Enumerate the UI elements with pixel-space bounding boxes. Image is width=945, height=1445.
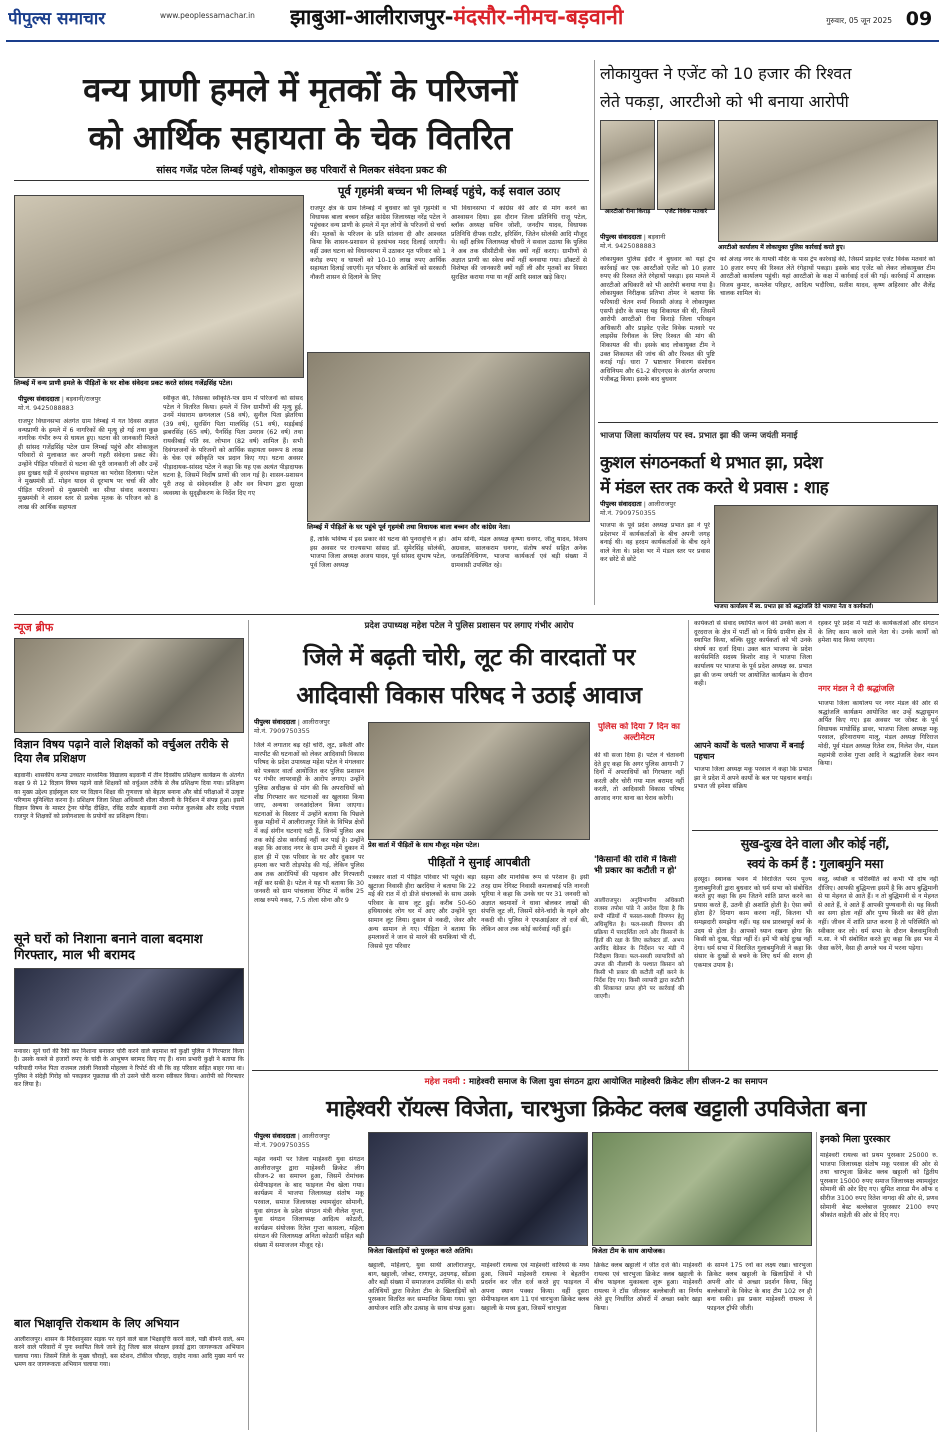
cricket-body-col5: के सामने 175 रनों का लक्ष्य रखा। चारभुजा क्रिकेट क्लब खट्टाली के खिलाड़ियों ने भी अपनी ओर से अच्छा प्रदर्शन किया, किंतु बल्लेबाजों के विकेट के बाद टीम 102 रन ही बना सकी। इस प्रकार माहेश्वरी रायल्स ने फाइनल ट्रॉफी जीती।	[707, 1262, 812, 1312]
lokayukt-headline-line1: लोकायुक्त ने एजेंट को 10 हजार की रिश्वत	[600, 64, 852, 83]
agent-label: एजेंट विवेक मतवारे	[664, 208, 708, 215]
sub-story-bottom-col2: ओम सोनी, मंडल अध्यक्ष कृष्णा धनगर, जीतू यादव, विजय अग्रवाल, सालकराम धनगर, संतोष बर्फा सहित अनेक जनप्रतिनिधिगण, भाजपा कार्यकर्ता एवं बड़ी संख्या में ग्रामवासी उपस्थित रहे।	[451, 536, 587, 569]
issue-date: गुरुवार, 05 जून 2025	[826, 16, 892, 25]
crime-headline-line1: जिले में बढ़ती चोरी, लूट की वारदातों पर	[303, 643, 635, 671]
bjp-byline-place: आलीराजपुर	[647, 500, 676, 508]
prize-headline: इनको मिला पुरस्कार	[820, 1134, 890, 1145]
gulab-headline-line1: सुख-दुःख देने वाला और कोई नहीं,	[740, 836, 890, 851]
crime-byline-place: आलीराजपुर	[301, 718, 330, 726]
prize-body: माहेश्वरी रायल्स को प्रथम पुरस्कार 25000 रु. भाजपा जिलाध्यक्ष संतोष मकू परवाल की ओर से तथा चारभुजा क्रिकेट क्लब खट्टाली को द्वितीय पुरस्कार 15000 रुपए समाज जिलाध्यक्ष श्यामसुंदर सोमानी की ओर दिए गए। सुमित शारडा मैन ऑफ द सीरीज 3100 रुपए रितेश नागदा की ओर से, प्रणव सोमानी बेस्ट बल्लेबाज पुरस्कार 2100 रुपए श्रीकांत वाहेती की ओर से दिए गए।	[820, 1152, 938, 1220]
region-title-part1: झाबुआ-आलीराजपुर-	[290, 5, 454, 29]
cricket-byline-place: आलीराजपुर	[301, 1132, 330, 1140]
cricket-rule	[252, 1070, 938, 1071]
lead-headline-line1: वन्य प्राणी हमले में मृतकों के परिजनों	[83, 70, 517, 108]
bjp-headline-line2: में मंडल स्तर तक करते थे प्रवास : शाह	[600, 478, 829, 498]
cricket-photo2	[592, 1132, 812, 1246]
lokayukt-byline-place: बड़वानी	[647, 233, 666, 241]
crime-body-col1: जिले में लगातार बढ़ रही चोरी, लूट, डकैती और मारपीट की घटनाओं को लेकर आदिवासी विकास परिषद के प्रदेश उपाध्यक्ष महेश पटेल ने मंगलवार को पत्रकार वार्ता आयोजित कर पुलिस प्रशासन पर गंभीर लापरवाही के आरोप लगाए। उन्होंने पुलिस अधीक्षक से मांग की कि अपराधियों को शीघ्र गिरफ्तार कर घटनाओं का खुलासा किया जाए, अन्यथा जनआंदोलन किया जाएगा। घटनाओं के विस्तार में उन्होंने बताया कि पिछले कुछ महीनों में आलीराजपुर जिले के विभिन्न क्षेत्रों में कई संगीन घटनाएं घटी हैं, जिनमें पुलिस अब तक कोई ठोस कार्रवाई नहीं कर पाई है। उन्होंने कहा कि आजाद नगर के ग्राम उमरी में दुकान में हाल ही में एक परिवार के घर और दुकान पर हमला कर भारी तोड़फोड़ की गई, लेकिन पुलिस अब तक आरोपियों की पहचान और गिरफ्तारी नहीं कर सकी है। पटेल ने यह भी बताया कि 30 जनवरी को ग्राम पांचलावा रेगिस्ट में करीब 25 लाख रुपये नकद, 7.5 तोला सोना और 9	[254, 742, 364, 904]
sub-story-photo	[307, 352, 590, 522]
lokayukt-headline-line2: लेते पकड़ा, आरटीओ को भी बनाया आरोपी	[600, 92, 849, 111]
crime-byline: पीपुल्स संवाददाता | आलीराजपुर मो.नं. 7909750355	[254, 718, 330, 735]
news-brief-item3-headline: बाल भिक्षावृत्ति रोकथाम के लिए अभियान	[14, 1317, 180, 1330]
cricket-kicker	[254, 1076, 938, 1090]
lead-body-col2: स्वीकृत की, जिसका स्वीकृति-पत्र ग्राम में परिजनों को सांसद पटेल ने वितरित किया। हमले में जिन ग्रामीणों की मृत्यु हुई, उनमें मंसाराम छगनलाल (58 वर्ष), सुनील पिता झेतरिया (39 वर्ष), सुरसिंग पिता मालसिंह (51 वर्ष), सड़ईबाई झबरसिंह (65 वर्ष), पैनसिंह पिता उमराव (62 वर्ष) तथा रायकीबाई पति स्व. लोभान (82 वर्ष) शामिल हैं। सभी दिवंगतजनों के परिजनों को आर्थिक सहायता स्वरूप 8 लाख के चेक एवं स्वीकृति पत्र प्रदान किए गए। घटना अवसर पीड़ादायक-सांसद पटेल ने कहा कि यह एक अत्यंत पीड़ादायक घटना है, जिसमें निर्दोष प्राणों की जान गई है। शासन-प्रशासन पूरी तरह से संवेदनशील है और वन विभाग द्वारा सुरक्षा व्यवस्था के सुदृढ़ीकरण के निर्देश दिए गए	[163, 395, 303, 497]
news-brief-item1-headline: विज्ञान विषय पढ़ाने वाले शिक्षकों को वर्चुअल तरीके से दिया लैब प्रशिक्षण	[14, 738, 229, 765]
bjp-cont-col2: रहकर पूरे प्रदेश में पार्टी के कार्यकर्ताओं और संगठन के लिए काम करने वाले नेता थे। उनके कार्यों को हमेशा याद किया जाएगा।	[818, 620, 938, 645]
lead-rule	[14, 180, 589, 181]
agent-photo	[657, 120, 715, 210]
region-title-part2: मंदसौर-नीमच-बड़वानी	[453, 5, 624, 29]
cricket-kicker-tag: महेश नवमी :	[424, 1077, 467, 1087]
column-divider-prize	[816, 1132, 817, 1432]
sub-story-bottom-col1: हैं, ताकि भविष्य में इस प्रकार की घटना की पुनरावृत्ति न हो। इस अवसर पर राज्यसभा सांसद डॉ. सुमेरसिंह सोलंकी, भाजपा जिला अध्यक्ष अजय यादव, पूर्व सांसद सुभाष पटेल, पूर्व जिला अध्यक्ष	[310, 536, 446, 569]
cricket-headline: माहेश्वरी रॉयल्स विजेता, चारभुजा क्रिकेट क्लब खट्टाली उपविजेता बना	[326, 1097, 866, 1122]
cricket-byline-name: पीपुल्स संवाददाता	[254, 1132, 296, 1140]
sub-story-photo-caption: लिम्बई में पीड़ितों के घर पहुंचे पूर्व गृहमंत्री तथा विधायक बाला बच्चन और कांग्रेस नेता।	[307, 523, 590, 533]
kisan-headline: 'किसानों की राशि में किसी भी प्रकार का कटौती न हो'	[594, 855, 677, 876]
bjp-byline-name: पीपुल्स संवाददाता	[600, 500, 642, 508]
bjp-body: भाजपा के पूर्व प्रदेश अध्यक्ष प्रभात झा ने पूरे प्रदेशभर में कार्यकर्ताओं के बीच अपनी जगह बनाई थी। वह हरदम कार्यकर्ताओं के बीच रहने वाले नेता थे। प्रदेश भर में मंडल स्तर पर प्रवास कर छोटे से छोटे	[600, 522, 710, 564]
bjp-photo-caption: भाजपा कार्यालय में स्व. प्रभात झा को श्रद्धांजलि देते भाजपा नेता व कार्यकर्ता।	[714, 603, 938, 613]
rto-officer-label: आरटीओ रीना किराड़	[604, 208, 651, 215]
crime-headline-line2: आदिवासी विकास परिषद ने उठाई आवाज	[296, 681, 642, 709]
cricket-body-col4: क्रिकेट क्लब खट्टाली ने जीत दर्ज की। माहेश्वरी रायल्स एवं चारभुजा क्रिकेट क्लब खट्टाली के बीच फाइनल मुकाबला शुरू हुआ। माहेश्वरी रायल्स ने टॉस जीतकर बल्लेबाजी का निर्णय लेते हुए निर्धारित ओवरों में अच्छा स्कोर खड़ा किया।	[594, 1262, 702, 1312]
lokayukt-bjp-rule	[598, 422, 938, 423]
bjp-cont-col1: कार्यकर्ता से संवाद स्थापित करने की उनकी कला ने दूरदराज के क्षेत्र में पार्टी को न सिर्फ ग्रामीण क्षेत्र में स्थापित किया, बल्कि सुदूर कार्यकर्ता को भी उनके संघर्ष का दर्जा दिया। उक्त बात भाजपा के प्रदेश कार्यसमिति सदस्य किशोर शाह ने भाजपा जिला कार्यालय पर भाजपा के पूर्व प्रदेश अध्यक्ष स्व. प्रभात झा की जन्म जयंती पर आयोजित कार्यक्रम के दौरान कही।	[694, 620, 812, 688]
cricket-byline: पीपुल्स संवाददाता | आलीराजपुर मो.नं. 7909750355	[254, 1132, 330, 1149]
gulab-body-col1: हरसूद। स्थानक भवन में विराजित परम पूज्य गुलाबमुनिजी द्वारा बुधवार को धर्म सभा को संबोधित करते हुए कहा कि हम जितने शांति प्राप्त करने का प्रयास करते हैं, उतनी ही अशांति होती है। ऐसा क्यों होता है? दिमाग काम करना नहीं, कितना भी समझदारी समझेगा नहीं। यह सब प्रारब्धपूर्व कर्म के उदय से होता है। आपको ध्यान रखना होगा कि किसी को दुःख, पीड़ा नहीं दें। हमें भी कोई दुःख नहीं देगा। धर्म सभा में विराजित गुलाबमुनिजी ने कहा कि संसार के दुःखों से बचने के लिए धर्म की शरण ही एकमात्र उपाय है।	[694, 876, 812, 969]
crime-photo-caption: प्रेस वार्ता में पीड़ितों के साथ मौजूद महेश पटेल।	[368, 841, 590, 851]
cricket-photo1	[368, 1132, 588, 1246]
website-text[interactable]: www.peoplessamachar.in	[160, 11, 255, 20]
gulab-rule	[692, 830, 938, 831]
bjp-subhead: आपने कार्यों के चलते भाजपा में बनाई पहचान	[694, 741, 805, 761]
pidit-body-col1: पत्रकार वार्ता में पीड़ित परिवार भी पहुंचे। बड़ा खुटाजा निवासी हीरा खरदिया ने बताया कि 22 मई की रात में दो डीजे संचालकों के साथ उसके परिवार के साथ लूट हुई। करीब 50-60 हथियारबंद लोग घर में आए और उन्होंने पूरा सामान लूट लिया। दुकान से नकदी, जेवर और अन्य सामान ले गए। पीड़िता ने बताया कि हमलावरों ने जान से मारने की धमकियां भी दी, जिससे पूरा परिवार	[368, 874, 476, 950]
pidit-headline: पीड़ितों ने सुनाई आपबीती	[427, 856, 531, 869]
lead-body-col1: राजपुर विधानसभा अंतर्गत ग्राम लिम्बई में गत दिवस अज्ञात वन्यप्राणी के हमले में 6 नागरिकों की मृत्यु हो गई तथा कुछ नागरिक गंभीर रूप से घायल हुए। घटना की जानकारी मिलते ही सांसद गजेंद्रसिंह पटेल ग्राम लिम्बई पहुंचे और शोकाकुल परिवारों से मुलाकात कर अपनी गहरी संवेदना प्रकट की। उन्होंने पीड़ित परिवारों से घटना की पूरी जानकारी ली और उन्हें इस दुःखद घड़ी में हरसंभव सहायता का भरोसा दिलाया। पटेल ने मुख्यमंत्री डॉ. मोहन यादव से दूरभाष पर चर्चा की और पीड़ित परिजनों से मुख्यमंत्री का सीधा संवाद करवाया। मुख्यमंत्री ने शासन स्तर से प्रत्येक मृतक के परिजन को 8 लाख की आर्थिक सहायता	[18, 418, 158, 511]
cricket-kicker-rest: माहेश्वरी समाज के जिला युवा संगठन द्वारा आयोजित माहेश्वरी क्रिकेट लीग सीजन-2 का समापन	[468, 1077, 768, 1087]
region-title	[290, 3, 710, 37]
top-bottom-rule	[14, 614, 939, 615]
gulab-headline-line2: स्वयं के कर्म हैं : गुलाबमुनि मसा	[747, 856, 883, 871]
news-brief-photo2	[14, 968, 244, 1044]
cricket-body-col3: माहेश्वरी रायल्स एवं माहेश्वरी वारियर्स के मध्य हुआ, जिसमें माहेश्वरी रायल्स ने बेहतरीन प्रदर्शन कर जीत दर्ज करते हुए फाइनल में अपना स्थान पक्का किया। वहीं दूसरा सेमीफाइनल बाग 11 एवं चारभुजा क्रिकेट क्लब खट्टाली के मध्य हुआ, जिसमें चारभुजा	[481, 1262, 589, 1312]
police-box-title: पुलिस को दिया 7 दिन का अल्टीमेटम	[598, 722, 680, 743]
crime-byline-name: पीपुल्स संवाददाता	[254, 718, 296, 726]
news-brief-item2-headline: सूने घरों को निशाना बनाने वाला बदमाश गिरफ्तार, माल भी बरामद	[14, 932, 203, 963]
page-number: 09	[905, 8, 933, 30]
masthead	[0, 0, 945, 44]
column-divider-left	[594, 60, 595, 605]
bjp-kicker: भाजपा जिला कार्यालय पर स्व. प्रभात झा की जन्म जयंती मनाई	[600, 431, 798, 441]
lokayukt-body-col2: को अंजड़ नगर के गायत्री मंदिर के पास ट्रेप कार्रवाई की, जिसमें प्राइवेट एजेंट विवेक मतवारे को 10 हजार रुपए की रिश्वत लेते रंगेहाथों पकड़ा। इसके बाद एजेंट को लेकर लोकायुक्त टीम आरटीओ कार्यालय पहुंची। यहां आरटीओ के कक्ष में कार्रवाई दर्ज की गई। कार्रवाई में आरक्षक विजय कुमार, कमलेश परिहार, आदित्य भदौरिया, सतीश यादव, कृष्ण अहिरवार और शैलेंद्र चालक शामिल थे।	[720, 256, 935, 298]
column-divider-brief	[248, 620, 249, 1430]
lead-subheadline: सांसद गजेंद्र पटेल लिम्बई पहुंचे, शोकाकुल छह परिवारों से मिलकर संवेदना प्रकट की	[156, 165, 447, 176]
lokayukt-photo	[718, 120, 938, 242]
lead-byline-mobile: मो.नं. 9425088883	[18, 404, 74, 412]
news-brief-photo1	[14, 638, 244, 733]
crime-byline-mobile: मो.नं. 7909750355	[254, 727, 310, 735]
lokayukt-photo-caption: आरटीओ कार्यालय में लोकायुक्त पुलिस कार्रवाई करते हुए।	[718, 243, 938, 253]
cricket-photo2-caption: विजेता टीम के साथ आयोजक।	[592, 1247, 812, 1257]
gulab-body-col2: वस्तु, व्यक्ति व परिस्थिति को कभी भी दोष नहीं दीजिए। आपकी बुद्धिमत्ता इसमें है कि आप बुद्धिमानी से या मेहनत से आते हैं। न तो बुद्धिमानी से न मेहनत से आते हैं, वे आते हैं आपकी पुण्यवानी से। यह किसी का सगा होता नहीं और पुण्य किसी का बैरी होता नहीं। जीवन में शांति प्राप्त करना है तो परिस्थिति को स्वीकार कर लो। धर्म सभा के दौरान बैलवामुनिजी म.सा. ने भी संबोधित करते हुए कहा कि इस भव में जैसा करेंगे, वैसा ही अगले भव में भरना पड़ेगा।	[818, 876, 938, 952]
lead-byline: पीपुल्स संवाददाता | बड़वानी/राजपुर मो.नं. 9425088883	[18, 395, 101, 412]
lokayukt-byline-mobile: मो.नं. 9425088883	[600, 242, 656, 250]
crime-photo	[368, 722, 590, 840]
lead-photo-caption: लिम्बई में वन्य प्राणी हमले के पीड़ितों के घर शोक संवेदना प्रकट करते सांसद गजेंद्रसिंह पटेल।	[14, 379, 304, 389]
shradhanjali-body: भाजपा जिला कार्यालय पर नगर मंडल की ओर से श्रद्धांजलि कार्यक्रम आयोजित कर उन्हें श्रद्धासुमन अर्पित किए गए। इस अवसर पर जोबट के पूर्व विधायक माधोसिंह डावर, भाजपा जिला अध्यक्ष मकू परवाल, हरिनारायण मालू, मंडल अध्यक्ष गिरिराज मोदी, पूर्व मंडल अध्यक्ष रितेश राय, निलेश जैन, मंडल महामंत्री राजेश गुप्ता आदि ने श्रद्धांजलि देकर नमन किया।	[818, 700, 938, 768]
rto-officer-photo	[600, 120, 655, 210]
pidit-body-col2: सहमा और मानसिक रूप से परेशान है। इसी तरह ग्राम रेगिस्ट निवासी कमलाबाई पति नानजी भूरिया ने कहा कि उनके घर पर 31 जनवरी को अज्ञात बदमाशों ने धावा बोलकर लाखों की संपत्ति लूट ली, जिसमें सोने-चांदी के गहने और नकदी थी। पुलिस ने एफआईआर तो दर्ज की, लेकिन आज तक कोई कार्रवाई नहीं हुई।	[481, 874, 589, 933]
crime-kicker: प्रदेश उपाध्यक्ष महेश पटेल ने पुलिस प्रशासन पर लगाए गंभीर आरोप	[364, 621, 574, 631]
lead-byline-name: पीपुल्स संवाददाता	[18, 395, 60, 403]
bjp-sub-body: भाजपा जिला अध्यक्ष मकू परवाल ने कहा कि प्रभात झा ने प्रदेश में अपने कार्यों के बल पर पहचान बनाई। प्रभात जी हमेशा संक्रिय	[694, 766, 812, 791]
cricket-body-col1: महेश नवमी पर जिला माहेश्वरी युवा संगठन आलीराजपुर द्वारा माहेश्वरी क्रिकेट लीग सीजन-2 का समापन हुआ, जिसमें रोमांचक सेमीफाइनल के बाद फाइनल मैच खेला गया। कार्यक्रम में भाजपा जिलाध्यक्ष संतोष मकू परवाल, समाज जिलाध्यक्ष श्यामसुंदर सोमानी, युवा संगठन के प्रदेश संगठन मंत्री नीलेश गुप्ता, युवा संगठन जिलाध्यक्ष आदित्य कोठारी, कार्यक्रम संयोजक रितेश गुप्ता कासला, महिला संगठन की जिलाध्यक्ष अनिता कोठारी सहित बड़ी संख्या में समाजजन मौजूद रहे।	[254, 1156, 364, 1249]
news-brief-item3-body: आलीराजपुर। शासन के निर्देशानुसार सड़क पर रहने वाले बाल भिक्षावृत्ति करने वाले, पन्नी बीनने वाले, श्रम करने वाले परिवारों में पुनः स्थापित किये जाने हेतु जिला बाल संरक्षण इकाई द्वारा जागरूकता अभियान चलाया गया। जिसमें जिले के मुख्य चौराहों, बस स्टेशन, टॉकीज चौराहा, दाहोद नाका आदि मुख्य मार्ग पर भ्रमण कर जागरूकता अभियान चलाया गया।	[14, 1336, 244, 1368]
lokayukt-byline: पीपुल्स संवाददाता | बड़वानी मो.नं. 9425088883	[600, 233, 666, 250]
bjp-byline: पीपुल्स संवाददाता | आलीराजपुर मो.नं. 7909750355	[600, 500, 676, 517]
bjp-byline-mobile: मो.नं. 7909750355	[600, 509, 656, 517]
sub-story-body-col2: भी विधानसभा में कांग्रेस की ओर से मांग करने का आश्वासन दिया। इस दौरान जिला प्रतिनिधि राजू पटेल, ब्लॉक अध्यक्ष सचिन जोशी, जनदीप यादव, विधायक प्रतिनिधि दीपक राठौर, हरिसिंग, जितेन सोलंकी आदि मौजूद थे। वहीं क्षत्रिय जिलाध्यक्ष चौधरी ने सवाल उठाया कि पुलिस ने अब तक सीसीटीवी चेक क्यों नहीं कराए। ग्रामीणों से अज्ञात प्राणी का स्केच क्यों नहीं बनवाया गया। डॉक्टरों से विशेषज्ञ की जानकारी क्यों नहीं ली और मृतकों का विसरा सुरक्षित कराया गया या नहीं आदि सवाल खड़े किए।	[451, 205, 587, 281]
bjp-photo	[714, 505, 938, 603]
cricket-byline-mobile: मो.नं. 7909750355	[254, 1141, 310, 1149]
lead-headline-line2: को आर्थिक सहायता के चेक वितरित	[88, 118, 512, 156]
column-divider-right	[688, 620, 689, 1070]
sub-story-headline: पूर्व गृहमंत्री बच्चन भी लिम्बई पहुंचे, कई सवाल उठाए	[337, 184, 561, 198]
news-brief-item1-body: बड़वानी। शासकीय कन्या उच्चतर माध्यमिक विद्यालय बड़वानी में तीन दिवसीय प्रशिक्षण कार्यक्रम के अंतर्गत कक्षा 9 से 12 विज्ञान विषय पढ़ाने वाले शिक्षकों को वर्चुअल तरीके से लैब प्रशिक्षण दिया गया। प्रशिक्षण का मुख्य उद्देश्य हाईस्कूल स्तर पर विज्ञान शिक्षा की गुणवत्ता को बेहतर बनाना और बोर्ड परीक्षाओं में उत्कृष्ट परिणाम सुनिश्चित करना है। प्रशिक्षण जिला शिक्षा अधिकारी शीला मौलानी के निर्देशन में संपन्न हुआ। इसमें विज्ञान विषय के मास्टर ट्रेनर योगेंद्र दीक्षित, रविंद्र राठौर बड़वानी तथा मनोज कुलश्रेष्ठ और राजेंद्र पंचाल राजपुर ने शिक्षकों को प्रयोगशाला के प्रयोगों का प्रशिक्षण दिया।	[14, 772, 244, 821]
cricket-body-col2: खट्टाली, महिलाएं, युवा साथी आलीराजपुर, बाग, खट्टाली, जोबट, राणापुर, उदयगढ़, सोंडवा और बड़ी संख्या में समाजजन उपस्थित थे। सभी अतिथियों द्वारा विजेता टीम के खिलाड़ियों को पुरस्कार वितरित कर सम्मानित किया गया। पूरा आयोजन शांति और उत्साह के साथ संपन्न हुआ।	[368, 1262, 476, 1312]
lokayukt-byline-name: पीपुल्स संवाददाता	[600, 233, 642, 241]
kisan-body: आलीराजपुर। अनुविभागीय अधिकारी राजस्व तपोश पांडे ने आदेश दिया है कि सभी मंडियों में फसल-सब्जी विपणन हेतु अधिसूचित है। फल-सब्जी विपणन की प्रक्रिया में पारदर्शिता लाने और किसानों के हितों की रक्षा के लिए कलेक्टर डॉ. अभय अरविंद बेडेकर के निर्देशन पर मंडी में निरीक्षण किया। फल-सब्जी व्यापारियों को उपज की नीलामी के पश्चात किसान को किसी भी प्रकार की कटौती नहीं करने के निर्देश दिए गए। किसी व्यापारी द्वारा कटौती की शिकायत प्राप्त होने पर कार्रवाई की जाएगी।	[594, 898, 684, 1000]
news-brief-label: न्यूज ब्रीफ	[14, 621, 54, 634]
shradhanjali-headline: नगर मंडल ने दी श्रद्धांजलि	[818, 684, 895, 693]
lokayukt-body-col1: लोकायुक्त पुलिस इंदौर ने बुधवार को यहां ट्रेप कार्रवाई कर एक आरटीओ एजेंट को 10 हजार रुपए की रिश्वत लेते रंगेहाथों पकड़ा। इस मामले में आरटीओ अधिकारी को भी आरोपी बनाया गया है। लोकायुक्त निरीक्षक प्रतिभा तोमर ने बताया कि फरियादी चेतन शर्मा निवासी अंजड़ ने लोकायुक्त एसपी इंदौर के समक्ष यह शिकायत की थी, जिसमें आरोपी आरटीओ रीना किराड़े जिला परिवहन अधिकारी और प्राइवेट एजेंट विवेक मतवारे पर लाइसेंस रिनीवल के लिए रिश्वत की मांग की शिकायत की थी। इसके बाद लोकायुक्त टीम ने उक्त शिकायत की जांच की और रिश्वत की पुष्टि कराई गई। धारा 7 भ्रष्टाचार निवारण संशोधन अधिनियम और 61-2 बीएनएस के अंतर्गत अपराध पंजीबद्ध किया। इसके बाद बुधवार	[600, 256, 715, 384]
news-brief-item2-body: मनावर। सूने घरों की रैकी कर निशाना बनाकर चोरी करने वाले बदमाश को कुक्षी पुलिस ने गिरफ्तार किया है। उसके कब्जे से हजारों रुपए के चांदी के आभूषण बरामद किए गए हैं। थाना प्रभारी कुक्षी ने बताया कि फरियादी गणेश पिता राजमल तवंली निवासी मोहल्ला ने रिपोर्ट की थी कि वह परिवार सहित बाहर गया था। पुलिस ने संदेही गिरोह को पकड़कर पूछताछ की तो उसने चोरी करना स्वीकार किया। आरोपी को गिरफ्तार कर लिया है।	[14, 1048, 244, 1089]
lead-photo	[14, 195, 304, 378]
paper-logo: पीपुल्स समाचार	[8, 9, 106, 28]
police-box-body: की थी सजा दिया है। पटेल ने चेतावनी देते हुए कहा कि अगर पुलिस आगामी 7 दिनों में अपराधियों को गिरफ्तार नहीं करती और चोरी गया माल बरामद नहीं करती, तो आदिवासी विकास परिषद आजाद नगर थाना का घेराव करेगी।	[594, 752, 684, 802]
bjp-headline-line1: कुशल संगठनकर्ता थे प्रभात झा, प्रदेश	[600, 453, 823, 473]
sub-story-body-col1: राजपुर क्षेत्र के ग्राम लिम्बई में बुधवार को पूर्व गृहमंत्री व विधायक बाला बच्चन सहित कांग्रेस जिलाध्यक्ष नरेंद्र पटेल ने पहुंचकर वन्य प्राणी के हमले में मृत लोगों के परिजनों से चर्चा की। मृतकों के परिजन के प्रति सांत्वना दी और आश्वस्त किया कि शासन-प्रशासन से हरसंभव मदद दिलाई जाएगी। वहीं उक्त घटना को विधानसभा में उठाकर मृत परिवार को 1 करोड़ रुपए व घायलों को 10-10 लाख रुपए आर्थिक सहायता दिलाई जाएगी। मृत परिवार के आश्रितों को सरकारी नौकरी शासन से दिलाने के लिए	[310, 205, 446, 281]
masthead-rule	[6, 40, 939, 42]
cricket-photo1-caption: विजेता खिलाड़ियों को पुरस्कृत करते अतिथि।	[368, 1247, 588, 1257]
lead-byline-place: बड़वानी/राजपुर	[65, 395, 101, 403]
